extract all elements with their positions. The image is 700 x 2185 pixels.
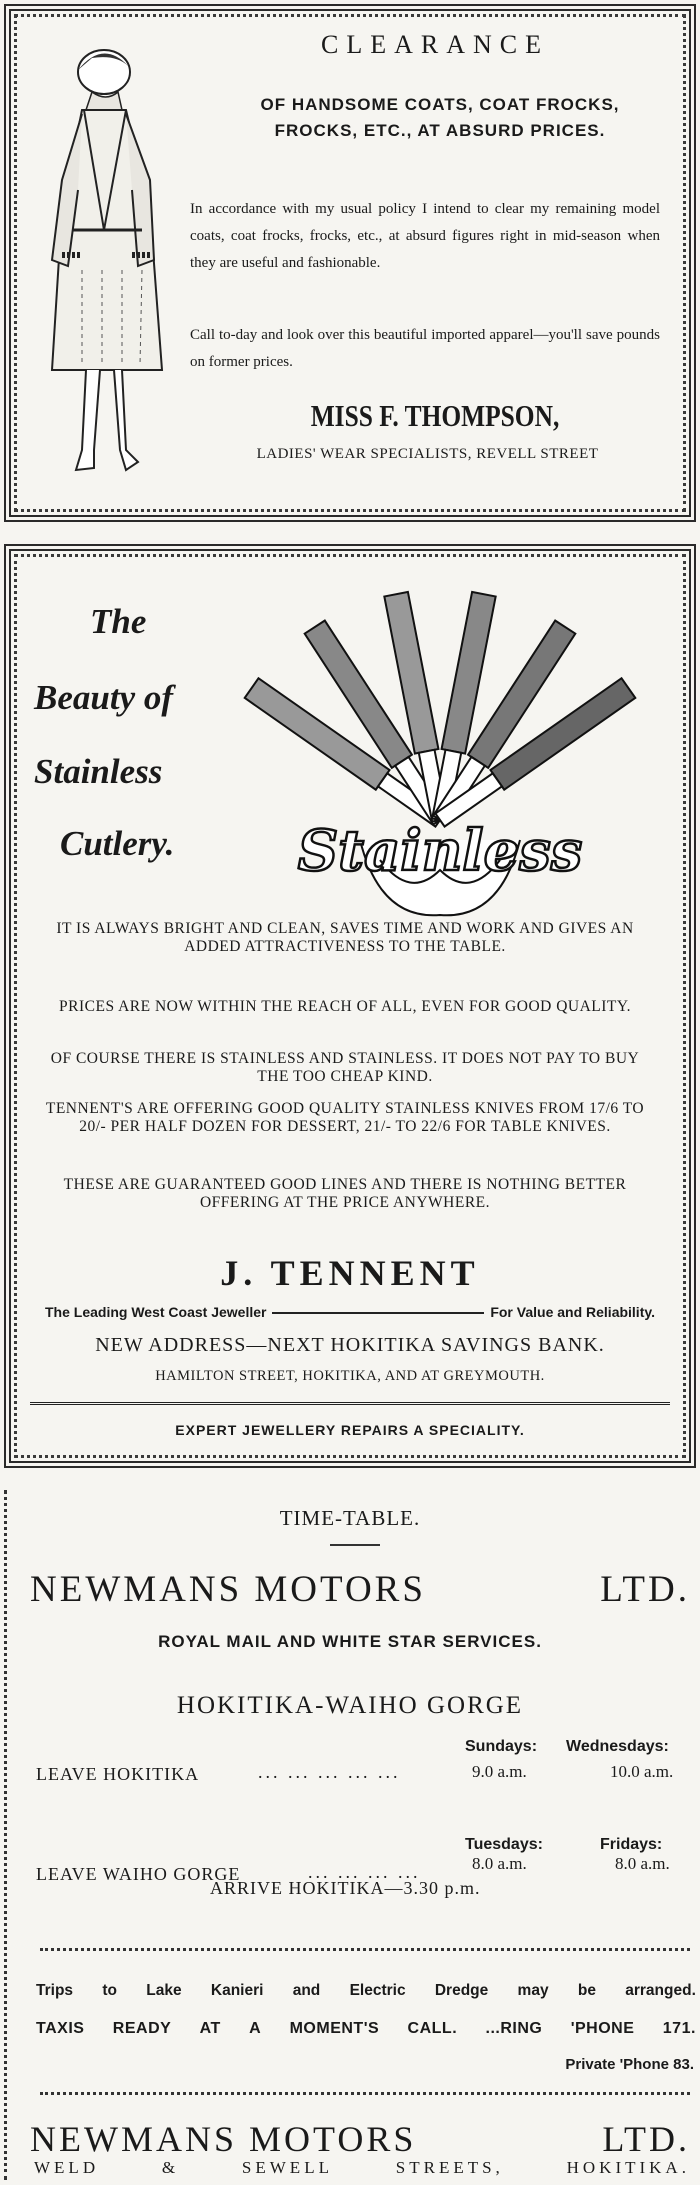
trips-notice xyxy=(36,1982,696,2000)
cutlery-paragraph-5: THESE ARE GUARANTEED GOOD LINES AND THERE IS NOTHING BETTER OFFERING AT THE PRICE ANYWHERE. xyxy=(63,1176,627,1211)
word: 'PHONE xyxy=(570,2020,635,2037)
cutlery-paragraph-1: IT IS ALWAYS BRIGHT AND CLEAN, SAVES TIME AND WORK AND GIVES AN ADDED ATTRACTIVENESS TO THE TABLE. xyxy=(56,920,634,955)
jeweller-street-address: HAMILTON STREET, HOKITIKA, AND AT GREYMOUTH. xyxy=(155,1368,545,1384)
leave-waiho-label: LEAVE WAIHO GORGE xyxy=(36,1864,241,1884)
newmans-timetable-advertisement xyxy=(0,1480,700,2185)
merchant-specialty: LADIES' WEAR SPECIALISTS, REVELL STREET xyxy=(256,446,599,462)
tennent-cutlery-advertisement xyxy=(0,540,700,1470)
word: may xyxy=(517,1982,549,1999)
word: arranged. xyxy=(625,1982,696,1999)
jeweller-name: J. TENNENT xyxy=(220,1253,480,1293)
footer-company-name: NEWMANS MOTORS xyxy=(30,2119,417,2159)
jeweller-new-address: NEW ADDRESS—NEXT HOKITIKA SAVINGS BANK. xyxy=(95,1334,605,1356)
tagline-left: The Leading West Coast Jeweller xyxy=(45,1304,267,1320)
day-header-fridays: Fridays: xyxy=(600,1836,663,1853)
word: 171. xyxy=(662,2020,696,2037)
merchant-name: MISS F. THOMPSON, xyxy=(310,398,560,433)
jeweller-tagline xyxy=(45,1304,655,1320)
dotted-divider xyxy=(40,1948,690,1951)
stainless-script-logo: Stainless xyxy=(297,818,583,884)
company-name-heading xyxy=(30,1568,690,1611)
time-sunday: 9.0 a.m. xyxy=(472,1762,527,1781)
fashion-illustration xyxy=(22,30,192,500)
word: ...RING xyxy=(485,2020,543,2037)
day-header-sundays: Sundays: xyxy=(465,1738,538,1755)
heading-line-1: The xyxy=(90,602,147,641)
time-tuesday: 8.0 a.m. xyxy=(472,1854,527,1873)
word: MOMENT'S xyxy=(289,2020,380,2037)
timetable-title: TIME-TABLE. xyxy=(279,1506,421,1530)
clearance-body-paragraph: In accordance with my usual policy I intend to clear my remaining model coats, coat frocks, frocks, etc., at absurd figures right in mid-season when they are useful and fashionable. xyxy=(190,201,660,271)
day-header-wednesdays: Wednesdays: xyxy=(566,1738,669,1755)
leader-dots: ... ... ... ... ... xyxy=(258,1762,401,1782)
route-name: HOKITIKA-WAIHO GORGE xyxy=(176,1692,524,1719)
cutlery-paragraph-2: PRICES ARE NOW WITHIN THE REACH OF ALL, EVEN FOR GOOD QUALITY. xyxy=(59,998,631,1015)
time-friday: 8.0 a.m. xyxy=(615,1854,670,1873)
company-suffix: LTD. xyxy=(600,1569,690,1610)
tagline-right: For Value and Reliability. xyxy=(490,1304,655,1320)
column-edge-rule xyxy=(4,1490,7,2180)
leader-dots: ... ... ... ... xyxy=(308,1862,421,1882)
heading-line-3: Stainless xyxy=(34,752,163,791)
day-header-tuesdays: Tuesdays: xyxy=(465,1836,543,1853)
word: AT xyxy=(199,2020,221,2037)
taxis-notice xyxy=(36,2020,696,2038)
repairs-notice: EXPERT JEWELLERY REPAIRS A SPECIALITY. xyxy=(175,1422,525,1438)
knife-fan-illustration xyxy=(210,570,680,950)
footer-address xyxy=(34,2158,690,2178)
services-line: ROYAL MAIL AND WHITE STAR SERVICES. xyxy=(158,1632,542,1651)
heading-line-2: Beauty of xyxy=(34,678,174,717)
title-underline xyxy=(330,1544,380,1546)
clearance-title: CLEARANCE xyxy=(321,30,549,59)
dotted-divider xyxy=(40,2092,690,2095)
word: STREETS, xyxy=(395,2158,504,2177)
tagline-rule xyxy=(272,1304,484,1314)
leave-hokitika-label: LEAVE HOKITIKA xyxy=(36,1764,200,1784)
word: SEWELL xyxy=(241,2158,333,2177)
word: Kanieri xyxy=(210,1982,264,1999)
word: Electric xyxy=(349,1982,406,1999)
company-name: NEWMANS MOTORS xyxy=(30,1569,426,1610)
cutlery-paragraph-4: TENNENT'S ARE OFFERING GOOD QUALITY STAINLESS KNIVES FROM 17/6 TO 20/- PER HALF DOZEN FOR DESSERT, 21/- TO 22/6 FOR TABLE KNIVES. xyxy=(45,1100,645,1135)
word: be xyxy=(577,1982,596,1999)
word: and xyxy=(292,1982,321,1999)
word: Dredge xyxy=(434,1982,489,1999)
word: WELD xyxy=(34,2158,100,2177)
footer-company-suffix: LTD. xyxy=(602,2119,690,2159)
footer-company-heading xyxy=(30,2118,690,2160)
cutlery-paragraph-3: OF COURSE THERE IS STAINLESS AND STAINLESS. IT DOES NOT PAY TO BUY THE TOO CHEAP KIND. xyxy=(50,1050,640,1085)
heading-line-4: Cutlery. xyxy=(60,824,175,863)
private-phone: Private 'Phone 83. xyxy=(565,2056,694,2073)
clearance-subtitle: OF HANDSOME COATS, COAT FROCKS, FROCKS, ETC., AT ABSURD PRICES. xyxy=(260,95,620,140)
clearance-advertisement xyxy=(0,0,700,530)
time-wednesday: 10.0 a.m. xyxy=(610,1762,674,1781)
word: READY xyxy=(112,2020,172,2037)
word: & xyxy=(161,2158,180,2177)
word: TAXIS xyxy=(36,2020,85,2037)
word: HOKITIKA. xyxy=(566,2158,690,2177)
word: to xyxy=(102,1982,117,1999)
divider-rule xyxy=(30,1402,670,1405)
clearance-call-paragraph: Call to-day and look over this beautiful imported apparel—you'll save pounds on former prices. xyxy=(190,327,660,370)
word: Lake xyxy=(146,1982,182,1999)
word: Trips xyxy=(36,1982,74,1999)
arrive-hokitika-line: ARRIVE HOKITIKA—3.30 p.m. xyxy=(210,1878,481,1898)
word: A xyxy=(249,2020,262,2037)
word: CALL. xyxy=(407,2020,458,2037)
